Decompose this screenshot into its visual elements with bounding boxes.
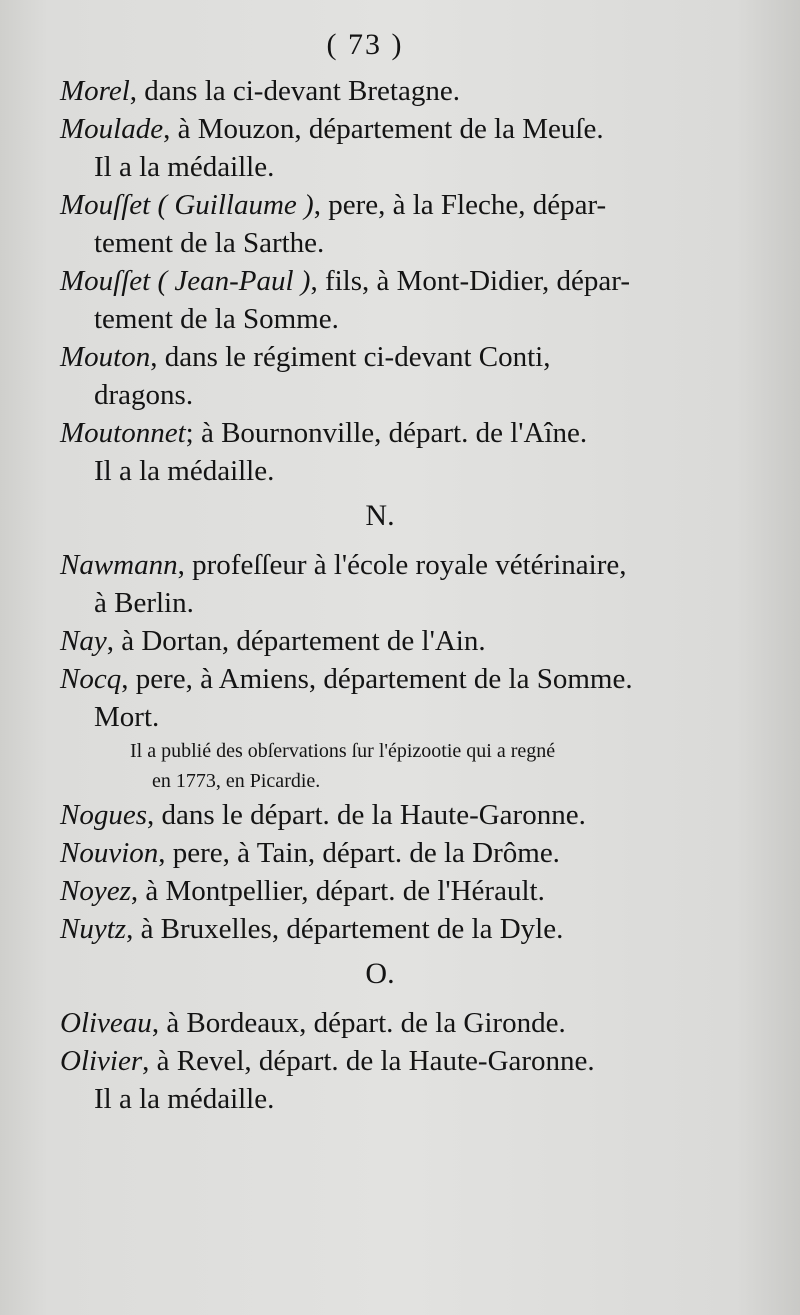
- entry-line: [60, 1042, 700, 1080]
- entry-line: [60, 414, 700, 452]
- entry-text: , dans le régiment ci-devant Conti,: [150, 341, 551, 373]
- entry-line: [60, 622, 700, 660]
- section-heading-o: O.: [365, 957, 395, 990]
- entries-o: [60, 1004, 700, 1118]
- entry-text: , pere, à la Fleche, dépar-: [313, 189, 607, 221]
- entry-text: , à Mouzon, département de la Meuſe.: [163, 113, 604, 145]
- entry-text: , dans le départ. de la Haute-Garonne.: [147, 799, 586, 831]
- entry-line: [60, 910, 700, 948]
- entry-note-line: en 1773, en Picardie.: [152, 770, 321, 792]
- entry-text: , profeſſeur à l'école royale vétérinaire,: [177, 549, 627, 581]
- entry-text: ; à Bournonville, départ. de l'Aîne.: [185, 417, 588, 449]
- entry-name: Nouvion: [60, 837, 159, 869]
- entry-name: Nawmann: [60, 549, 178, 581]
- entry-list: [60, 72, 700, 1118]
- entry-continuation: Il a la médaille.: [94, 151, 275, 183]
- entry-name: Nocq: [60, 663, 122, 695]
- entry-name: Nuytz: [60, 913, 127, 945]
- entry-name: Nogues: [60, 799, 147, 831]
- entry-name: Mouſſet ( Guillaume ): [60, 189, 314, 221]
- entry-line: [60, 1004, 700, 1042]
- entry-line: [60, 338, 700, 376]
- entry-name: Mouton: [60, 341, 151, 373]
- entry-continuation: Mort.: [94, 701, 160, 733]
- entry-name: Moulade: [60, 113, 164, 145]
- section-heading-n: N.: [365, 499, 395, 532]
- entry-text: , à Montpellier, départ. de l'Hérault.: [130, 875, 545, 907]
- entry-name: Morel: [60, 75, 130, 107]
- entries-n-continued: [60, 796, 700, 948]
- entry-text: , pere, à Amiens, département de la Somme.: [121, 663, 633, 695]
- entry-text: , pere, à Tain, départ. de la Drôme.: [158, 837, 560, 869]
- entry-text: , à Dortan, département de l'Ain.: [106, 625, 486, 657]
- entry-name: Oliveau: [60, 1007, 152, 1039]
- entry-name: Mouſſet ( Jean-Paul ): [60, 265, 311, 297]
- entry-line: [60, 186, 700, 224]
- entry-text: , à Bordeaux, départ. de la Gironde.: [151, 1007, 566, 1039]
- entry-name: Nay: [60, 625, 107, 657]
- entry-continuation: à Berlin.: [94, 587, 194, 619]
- entry-continuation: tement de la Sarthe.: [94, 227, 325, 259]
- entry-text: , fils, à Mont-Didier, dépar-: [310, 265, 631, 297]
- entry-name: Noyez: [60, 875, 131, 907]
- entry-line: [60, 72, 700, 110]
- entry-line: [60, 796, 700, 834]
- entry-text: , à Revel, départ. de la Haute-Garonne.: [142, 1045, 595, 1077]
- entry-line: [60, 546, 700, 584]
- entry-name: Moutonnet: [60, 417, 186, 449]
- entry-continuation: tement de la Somme.: [94, 303, 339, 335]
- entries-n: [60, 546, 700, 736]
- entries-m: [60, 72, 700, 490]
- entry-line: [60, 872, 700, 910]
- entry-continuation: dragons.: [94, 379, 194, 411]
- page-number: ( 73 ): [326, 28, 404, 61]
- entry-line: [60, 834, 700, 872]
- entry-continuation: Il a la médaille.: [94, 1083, 275, 1115]
- entry-line: [60, 262, 700, 300]
- entry-note-line: Il a publié des obſervations ſur l'épizootie qui a regné: [130, 740, 556, 762]
- entry-text: , dans la ci-devant Bretagne.: [129, 75, 460, 107]
- entry-text: , à Bruxelles, département de la Dyle.: [126, 913, 564, 945]
- entry-name: Olivier: [60, 1045, 143, 1077]
- entry-line: [60, 110, 700, 148]
- entry-continuation: Il a la médaille.: [94, 455, 275, 487]
- entry-line: [60, 660, 700, 698]
